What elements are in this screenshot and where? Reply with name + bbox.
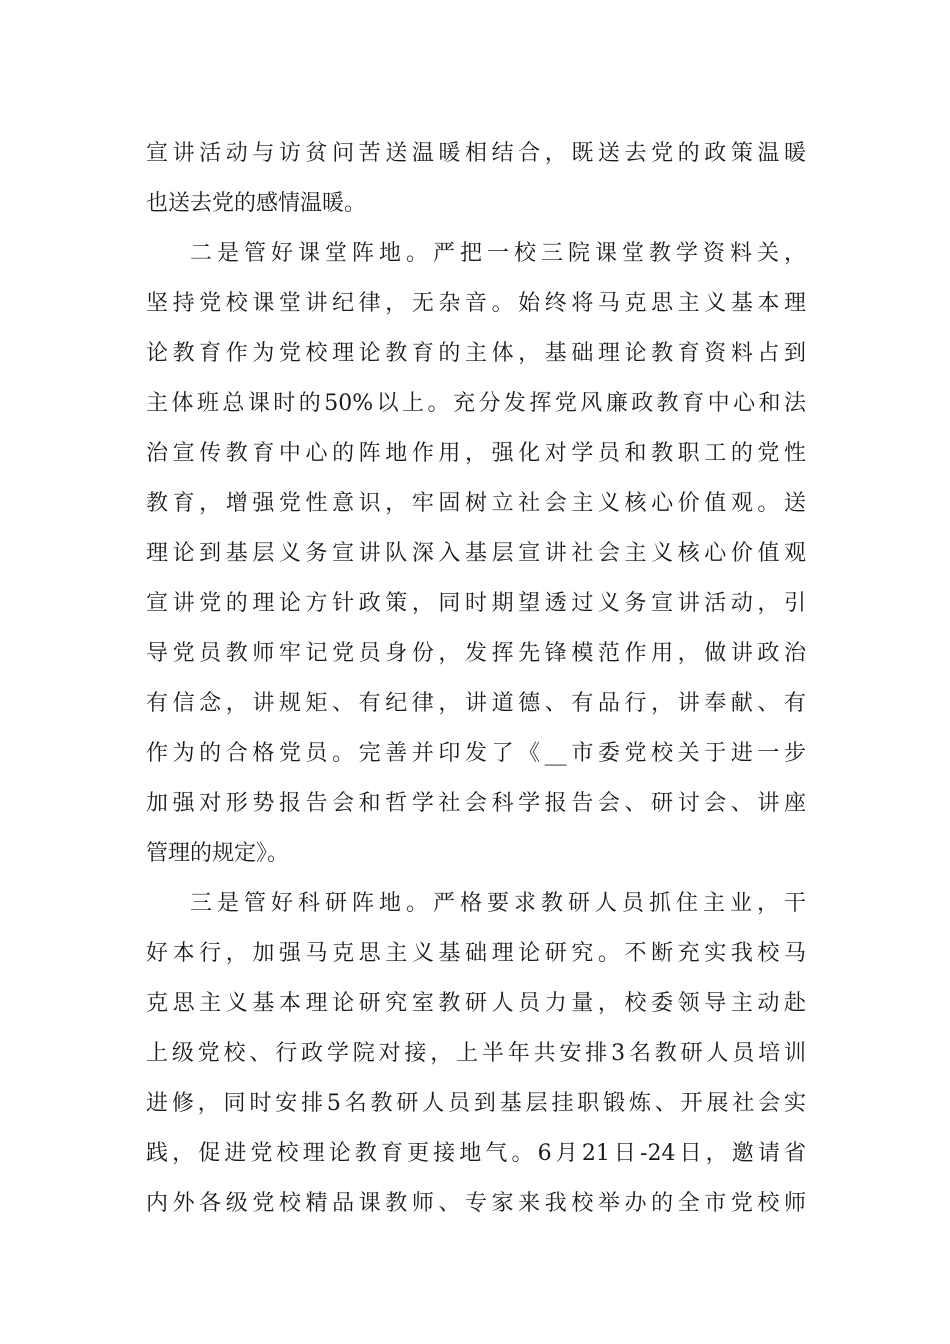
text-line: 教育，增强党性意识，牢固树立社会主义核心价值观。送 xyxy=(146,491,806,516)
text-line: 理论到基层义务宣讲队深入基层宣讲社会主义核心价值观 xyxy=(146,541,806,566)
text-line: 管理的规定》。 xyxy=(146,841,290,866)
text-line: 加强对形势报告会和哲学社会科学报告会、研讨会、讲座 xyxy=(146,791,806,816)
text-line: 治宣传教育中心的阵地作用，强化对学员和教职工的党性 xyxy=(146,441,806,466)
text-line: 进修，同时安排5名教研人员到基层挂职锻炼、开展社会实 xyxy=(146,1091,806,1116)
text-line: 上级党校、行政学院对接，上半年共安排3名教研人员培训 xyxy=(146,1041,806,1066)
text-line: 内外各级党校精品课教师、专家来我校举办的全市党校师 xyxy=(146,1191,806,1216)
text-line: 践，促进党校理论教育更接地气。6月21日-24日，邀请省 xyxy=(146,1141,806,1166)
text-line: 宣讲活动与访贫问苦送温暖相结合，既送去党的政策温暖 xyxy=(146,141,806,166)
text-line: 也送去党的感情温暖。 xyxy=(146,191,367,216)
text-line: 好本行，加强马克思主义基础理论研究。不断充实我校马 xyxy=(146,941,806,966)
text-line: 作为的合格党员。完善并印发了《__市委党校关于进一步 xyxy=(146,741,806,766)
paragraph-start-line: 二是管好课堂阵地。严把一校三院课堂教学资料关， xyxy=(190,241,806,266)
document-body xyxy=(146,129,806,1229)
text-line: 克思主义基本理论研究室教研人员力量，校委领导主动赴 xyxy=(146,991,806,1016)
text-line: 主体班总课时的50%以上。充分发挥党风廉政教育中心和法 xyxy=(146,391,806,416)
text-line: 论教育作为党校理论教育的主体，基础理论教育资料占到 xyxy=(146,341,806,366)
paragraph-start-line: 三是管好科研阵地。严格要求教研人员抓住主业，干 xyxy=(190,891,806,916)
text-line: 导党员教师牢记党员身份，发挥先锋模范作用，做讲政治 xyxy=(146,641,806,666)
text-line: 有信念，讲规矩、有纪律，讲道德、有品行，讲奉献、有 xyxy=(146,691,806,716)
text-line: 坚持党校课堂讲纪律，无杂音。始终将马克思主义基本理 xyxy=(146,291,806,316)
text-line: 宣讲党的理论方针政策，同时期望透过义务宣讲活动，引 xyxy=(146,591,806,616)
